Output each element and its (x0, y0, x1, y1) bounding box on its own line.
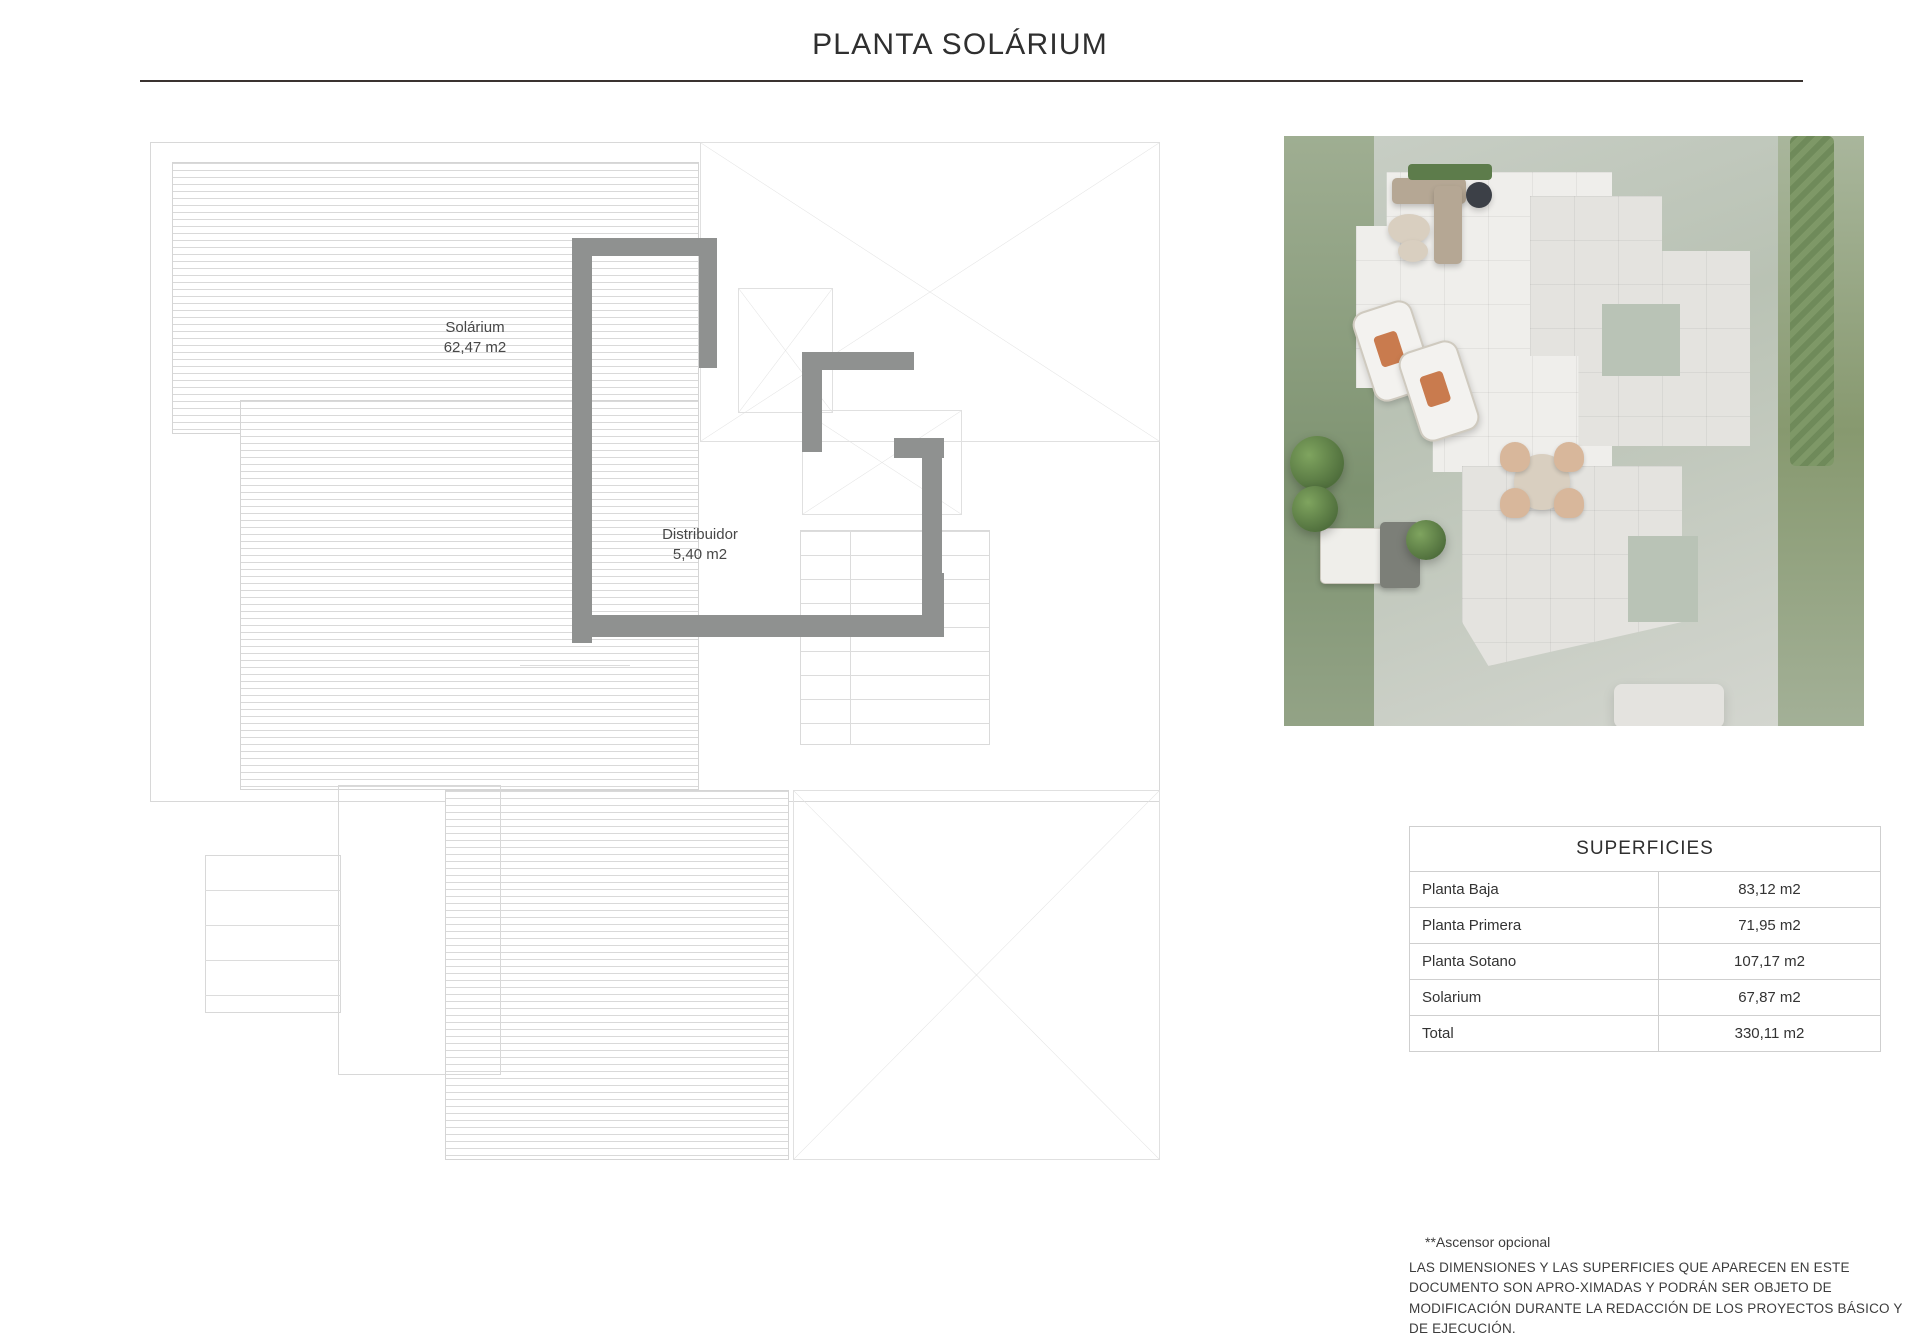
render-grass-left (1284, 136, 1374, 726)
staircase (800, 530, 990, 745)
plan-line-1 (205, 890, 341, 891)
render-pool-area (1602, 304, 1680, 376)
stair-center-line (850, 530, 851, 745)
render-lower-building (1614, 684, 1724, 726)
plan-line-2 (205, 925, 341, 926)
render-sofa-right (1434, 186, 1462, 264)
table-row (1410, 1016, 1881, 1052)
render-court-area (1628, 536, 1698, 622)
surface-value-planta-sotano: 107,17 m2 (1659, 944, 1881, 980)
render-chair-2 (1554, 442, 1584, 472)
plan-line-3 (205, 960, 341, 961)
plan-line-4 (205, 995, 341, 996)
surface-label-planta-sotano: Planta Sotano (1410, 944, 1659, 980)
table-row (1410, 908, 1881, 944)
render-chair-4 (1554, 488, 1584, 518)
render-hedge (1790, 136, 1834, 466)
wall-mid-step-horizontal (802, 352, 914, 370)
surface-value-planta-primera: 71,95 m2 (1659, 908, 1881, 944)
legal-disclaimer: LAS DIMENSIONES Y LAS SUPERFICIES QUE APARECEN EN ESTE DOCUMENTO SON APRO-XIMADAS Y PODRÁN SER OBJETO DE MODIFICACIÓN DURANTE LA REDACCIÓN DE LOS PROYECTOS BÁSICO Y DE EJECUCIÓN. (1409, 1260, 1903, 1336)
wall-bottom-horizontal (572, 615, 942, 637)
render-tree-3 (1292, 486, 1338, 532)
render-aerial-view (1284, 136, 1864, 726)
room-name-solarium: Solárium (445, 319, 505, 336)
room-area-solarium: 62,47 m2 (443, 339, 507, 357)
render-tree-2 (1290, 436, 1344, 490)
room-label-solarium (380, 318, 570, 359)
wall-top-horizontal (572, 238, 717, 256)
surface-label-solarium: Solarium (1410, 980, 1659, 1016)
title-divider (140, 80, 1803, 82)
void-box-bottom-right (793, 790, 1160, 1160)
wall-upper-right-vertical (699, 238, 717, 368)
render-lounger-2-cushion (1419, 370, 1452, 408)
render-planter (1408, 164, 1492, 180)
terrace-hatch-middle-left (240, 400, 699, 790)
surface-label-total: Total (1410, 1016, 1659, 1052)
surface-value-planta-baja: 83,12 m2 (1659, 872, 1881, 908)
wall-bottom-right-return (922, 573, 944, 637)
render-chair-3 (1500, 488, 1530, 518)
render-chair-1 (1500, 442, 1530, 472)
terrace-hatch-upper-left (172, 162, 699, 434)
table-row (1410, 872, 1881, 908)
surfaces-table-wrapper (1409, 826, 1881, 1052)
surfaces-table (1409, 826, 1881, 1052)
surfaces-table-title: SUPERFICIES (1410, 827, 1881, 872)
note-optional-lift: **Ascensor opcional (1425, 1234, 1551, 1250)
surface-value-solarium: 67,87 m2 (1659, 980, 1881, 1016)
plan-block-lower-left-inner (205, 855, 341, 1013)
room-area-distribuidor: 5,40 m2 (672, 546, 728, 564)
render-coffee-table-2 (1398, 240, 1428, 262)
page-title: PLANTA SOLÁRIUM (812, 28, 1108, 61)
room-name-distribuidor: Distribuidor (662, 526, 738, 543)
wall-left-vertical (572, 238, 592, 643)
table-row (1410, 980, 1881, 1016)
render-side-table (1466, 182, 1492, 208)
render-tree-1 (1406, 520, 1446, 560)
table-row (1410, 944, 1881, 980)
surface-label-planta-baja: Planta Baja (1410, 872, 1659, 908)
floor-plan-drawing (150, 130, 1180, 1250)
room-label-distribuidor (605, 525, 795, 566)
surface-value-total: 330,11 m2 (1659, 1016, 1881, 1052)
stair-arrow-line (520, 665, 630, 666)
plan-block-lower-left (338, 785, 501, 1075)
surface-label-planta-primera: Planta Primera (1410, 908, 1659, 944)
